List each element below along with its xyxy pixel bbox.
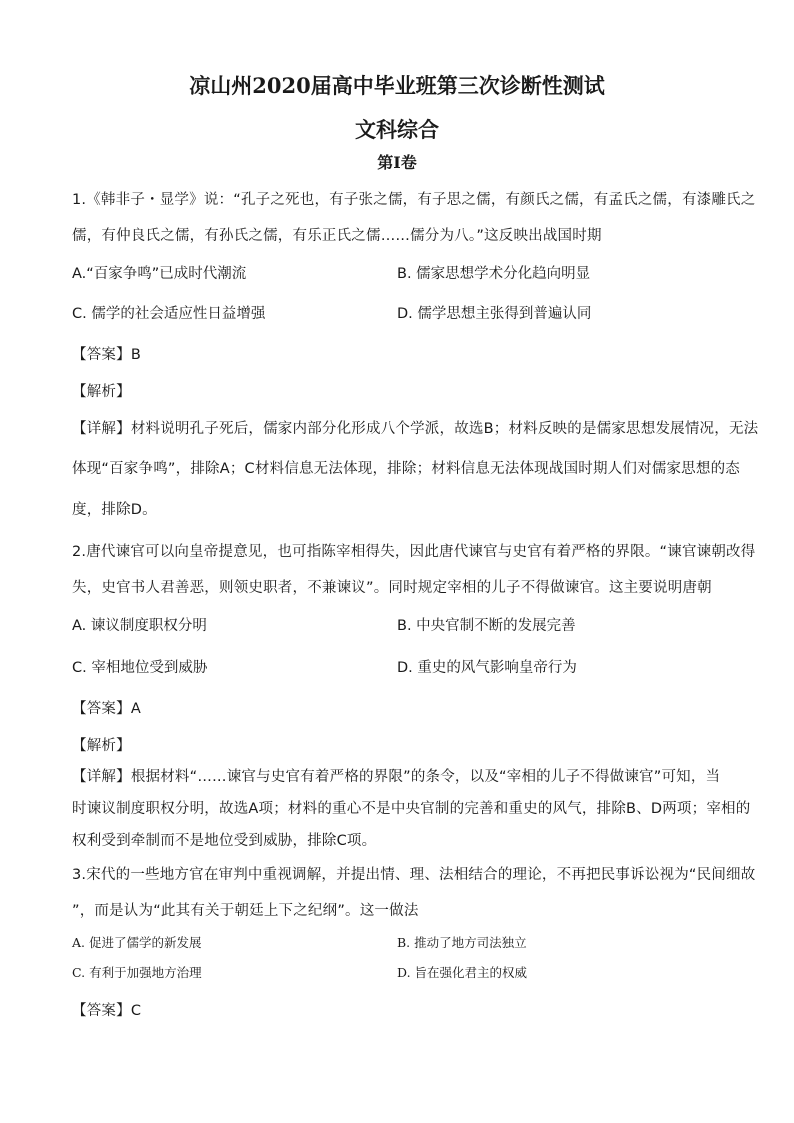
q2-analysis bbox=[72, 734, 732, 755]
q1-option-d: D. 儒学思想主张得到普遍认同 bbox=[397, 306, 592, 322]
q1-answer-value: B bbox=[130, 347, 141, 363]
q3-option-d: D. 旨在强化君主的权威 bbox=[397, 965, 528, 980]
q2-detail-line: 【 详解 】 根据材料“……谏官与史官有着严格的界限”的条令，以及“宰相的儿子不得做谏官”可知，当 bbox=[72, 765, 732, 786]
q3-option-b: B. 推动了地方司法独立 bbox=[397, 935, 527, 950]
volume-title: 第I卷 bbox=[377, 153, 417, 172]
q1-stem-line: 儒，有仲良氏之儒，有孙氏之儒，有乐正氏之儒……儒分为八。”这反映出战国时期 bbox=[72, 228, 602, 244]
q3-stem-line: ”，而是认为“此其有关于朝廷上下之纪纲”。这一做法 bbox=[72, 903, 419, 919]
q2-option-c: C. 宰相地位受到威胁 bbox=[72, 660, 208, 676]
q3-stem-line: 3.宋代的一些地方官在审判中重视调解，并提出情、理、法相结合的理论，不再把民事诉讼视为“民间细故 bbox=[72, 867, 756, 883]
q1-option-c: C. 儒学的社会适应性日益增强 bbox=[72, 306, 266, 322]
q2-option-a: A. 谏议制度职权分明 bbox=[72, 618, 207, 634]
q2-detail-line: 权利受到牵制而不是地位受到威胁，排除C项。 bbox=[72, 833, 377, 849]
answer-label: 【 答案 】 bbox=[72, 1003, 131, 1019]
q1-analysis bbox=[72, 380, 732, 401]
q2-option-b: B. 中央官制不断的发展完善 bbox=[397, 618, 576, 634]
subject-title: 文科综合 bbox=[355, 117, 439, 142]
q2-answer bbox=[72, 697, 732, 718]
q2-stem-line: 2.唐代谏官可以向皇帝提意见，也可指陈宰相得失，因此唐代谏官与史官有着严格的界限。“谏官谏朝改得 bbox=[72, 544, 756, 560]
answer-label: 【 答案 】 bbox=[72, 701, 131, 717]
q1-detail-line: 体现“百家争鸣”，排除A；C材料信息无法体现，排除；材料信息无法体现战国时期人们对儒家思想的态 bbox=[72, 461, 740, 477]
q1-option-a: A.“百家争鸣”已成时代潮流 bbox=[72, 266, 247, 282]
detail-label: 【 详解 】 bbox=[72, 769, 131, 785]
q1-answer bbox=[72, 343, 732, 364]
q3-option-c: C. 有利于加强地方治理 bbox=[72, 965, 202, 980]
q1-detail-line: 【 详解 】 材料说明孔子死后，儒家内部分化形成八个学派，故选B；材料反映的是儒家思想发展情况，无法 bbox=[72, 417, 732, 438]
answer-label: 【 答案 】 bbox=[72, 347, 131, 363]
q2-stem-line: 失，史官书人君善恶，则领史职者，不兼谏议”。同时规定宰相的儿子不得做谏官。这主要说明唐朝 bbox=[72, 580, 712, 596]
q3-answer bbox=[72, 999, 732, 1020]
q2-detail-line: 时谏议制度职权分明，故选A项；材料的重心不是中央官制的完善和重史的风气，排除B、D两项；宰相的 bbox=[72, 801, 751, 817]
q3-option-a: A. 促进了儒学的新发展 bbox=[72, 935, 202, 950]
q1-detail-line: 度，排除D。 bbox=[72, 502, 157, 518]
q3-answer-value: C bbox=[130, 1003, 142, 1019]
q2-option-d: D. 重史的风气影响皇帝行为 bbox=[397, 660, 577, 676]
q1-option-b: B. 儒家思想学术分化趋向明显 bbox=[397, 266, 591, 282]
q1-stem-line: 1.《韩非子・显学》说：“孔子之死也，有子张之儒，有子思之儒，有颜氏之儒，有孟氏之儒，有漆雕氏之 bbox=[72, 192, 756, 208]
page-title: 凉山州2020届高中毕业班第三次诊断性测试 bbox=[189, 73, 605, 98]
analysis-label: 【 解析 】 bbox=[72, 384, 131, 400]
detail-label: 【 详解 】 bbox=[72, 421, 131, 437]
q2-answer-value: A bbox=[130, 701, 141, 717]
analysis-label: 【 解析 】 bbox=[72, 738, 131, 754]
